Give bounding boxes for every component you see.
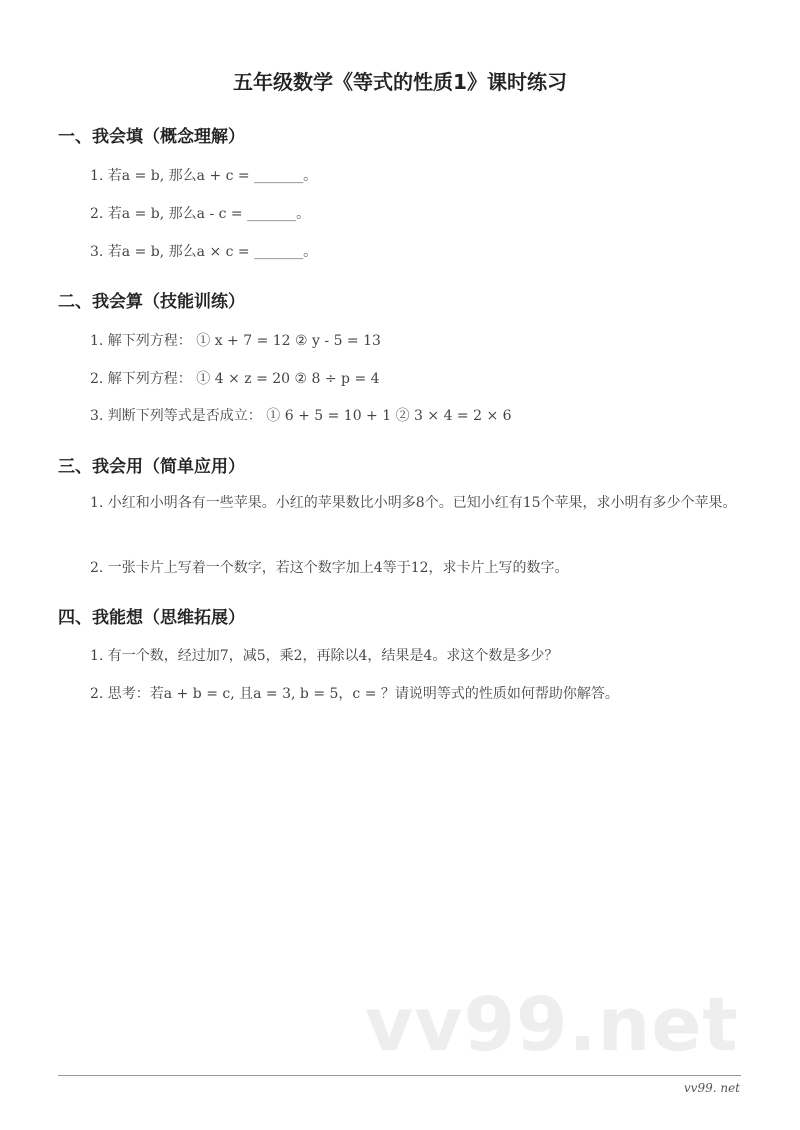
question-3-1: 1. 小红和小明各有一些苹果。小红的苹果数比小明多8个。已知小红有15个苹果，求小明有多少个苹果。 [90,495,737,511]
section-heading-2: 二、我会算（技能训练） [58,292,245,312]
question-1-1: 1. 若a = b, 那么a + c = _______。 [90,168,318,184]
footer-site: vv99. net [683,1081,740,1095]
page-title: 五年级数学《等式的性质1》课时练习 [233,70,567,94]
section-heading-1: 一、我会填（概念理解） [58,127,245,147]
question-1-2: 2. 若a = b, 那么a - c = _______。 [90,206,311,222]
watermark: vv99.net [365,982,739,1068]
section-heading-3: 三、我会用（简单应用） [58,457,245,477]
question-2-1: 1. 解下列方程： ① x + 7 = 12 ② y - 5 = 13 [90,333,381,349]
question-2-2: 2. 解下列方程： ① 4 × z = 20 ② 8 ÷ p = 4 [90,371,380,387]
question-4-1: 1. 有一个数，经过加7，减5，乘2，再除以4，结果是4。求这个数是多少？ [90,648,559,664]
section-heading-4: 四、我能想（思维拓展） [58,608,245,628]
question-4-2: 2. 思考：若a + b = c, 且a = 3, b = 5，c = ？请说明等式的性质如何帮助你解答。 [90,686,619,702]
question-1-3: 3. 若a = b, 那么a × c = _______。 [90,244,318,260]
question-3-2: 2. 一张卡片上写着一个数字，若这个数字加上4等于12，求卡片上写的数字。 [90,560,569,576]
question-2-3: 3. 判断下列等式是否成立： ① 6 + 5 = 10 + 1 ② 3 × 4 = 2 × 6 [90,408,512,424]
footer-divider [58,1075,741,1076]
